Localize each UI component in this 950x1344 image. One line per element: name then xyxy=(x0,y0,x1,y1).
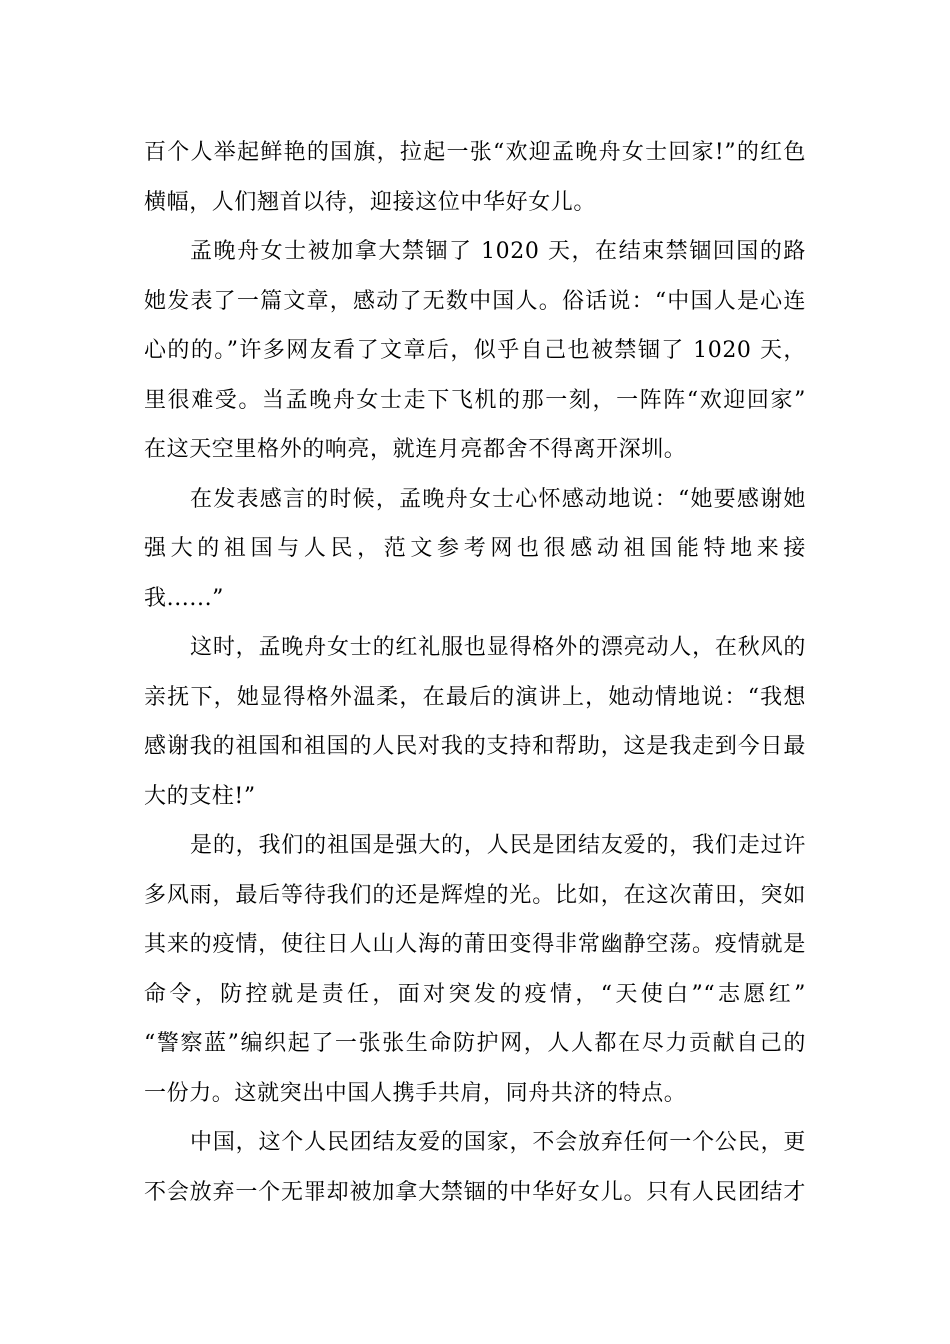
paragraph-5 xyxy=(144,821,806,1118)
text-line: 是的，我们的祖国是强大的，人民是团结友爱的，我们走过许 xyxy=(190,833,806,858)
text-line: 她发表了一篇文章，感动了无数中国人。俗话说：“中国人是心连 xyxy=(144,288,806,314)
article-body xyxy=(144,128,806,1217)
text-line: 多风雨，最后等待我们的还是辉煌的光。比如，在这次莆田，突如 xyxy=(144,882,806,908)
text-line: 不会放弃一个无罪却被加拿大禁锢的中华好女儿。只有人民团结才 xyxy=(144,1179,806,1205)
text-line: 孟晚舟女士被加拿大禁锢了 1020 天，在结束禁锢回国的路 xyxy=(190,239,806,264)
text-line: 一份力。这就突出中国人携手共肩，同舟共济的特点。 xyxy=(144,1080,687,1106)
text-line: 横幅，人们翘首以待，迎接这位中华好女儿。 xyxy=(144,189,597,215)
text-line: 在这天空里格外的响亮，就连月亮都舍不得离开深圳。 xyxy=(144,437,687,462)
text-line: 其来的疫情，使往日人山人海的莆田变得非常幽静空荡。疫情就是 xyxy=(144,932,806,957)
paragraph-4 xyxy=(144,623,806,821)
text-line: 感谢我的祖国和祖国的人民对我的支持和帮助，这是我走到今日最 xyxy=(144,734,806,759)
text-line: 这时，孟晚舟女士的红礼服也显得格外的漂亮动人，在秋风的 xyxy=(190,635,806,660)
text-line: 大的支柱!” xyxy=(144,783,256,809)
text-line: 中国，这个人民团结友爱的国家，不会放弃任何一个公民，更 xyxy=(190,1130,806,1155)
paragraph-1 xyxy=(144,128,806,227)
text-line: 命令，防控就是责任，面对突发的疫情，“天使白”“志愿红” xyxy=(144,981,806,1007)
text-line: “警察蓝”编织起了一张张生命防护网，人人都在尽力贡献自己的 xyxy=(144,1031,806,1056)
text-line: 百个人举起鲜艳的国旗，拉起一张“欢迎孟晚舟女士回家!”的红色 xyxy=(144,140,806,165)
text-line: 心的的。”许多网友看了文章后，似乎自己也被禁锢了 1020 天， xyxy=(144,338,806,363)
text-line: 亲抚下，她显得格外温柔，在最后的演讲上，她动情地说：“我想 xyxy=(144,684,806,710)
text-line: 我......” xyxy=(144,585,225,611)
text-line: 强大的祖国与人民，范文参考网也很感动祖国能特地来接 xyxy=(144,536,806,561)
paragraph-6 xyxy=(144,1118,806,1217)
text-line: 在发表感言的时候，孟晚舟女士心怀感动地说：“她要感谢她 xyxy=(190,486,806,512)
text-line: 里很难受。当孟晚舟女士走下飞机的那一刻，一阵阵“欢迎回家” xyxy=(144,387,806,413)
paragraph-2 xyxy=(144,227,806,475)
paragraph-3 xyxy=(144,475,806,624)
